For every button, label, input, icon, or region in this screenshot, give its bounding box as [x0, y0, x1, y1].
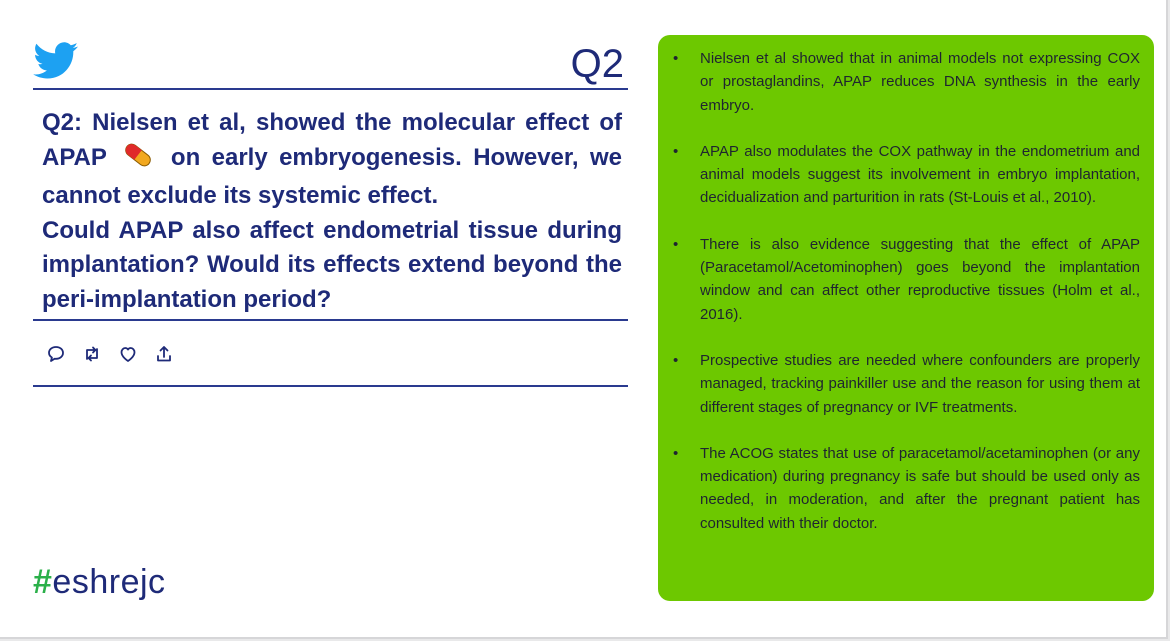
tweet-text-part-2: on early embryogenesis. However, we cannot exclude its systemic effect.: [42, 143, 622, 209]
tweet-text: [42, 106, 622, 317]
divider-bottom: [33, 385, 628, 387]
answer-text-2: APAP also modulates the COX pathway in the endometrium and animal models suggest its involvement in embryo implantation, decidualization and parturition in rats (St-Louis et al., 2010).: [700, 142, 1140, 207]
reply-icon[interactable]: [46, 344, 66, 364]
question-label: Q2: [570, 42, 624, 86]
divider-top: [33, 88, 628, 90]
answer-bullet-2: [658, 140, 1140, 210]
answer-bullet-1: [658, 47, 1140, 117]
hashtag-text: eshrejc: [52, 563, 166, 601]
bullet-dot: •: [673, 235, 679, 253]
like-icon[interactable]: [118, 344, 138, 364]
divider-middle: [33, 319, 628, 321]
hashtag-symbol: #: [33, 563, 53, 601]
hashtag-logo: [33, 563, 166, 602]
tweet-text-part-1: Q2: Nielsen et al, showed the molecular effect of APAP: [42, 109, 622, 171]
pill-icon: [121, 141, 155, 180]
answer-text-3: There is also evidence suggesting that the effect of APAP (Paracetamol/Acetominophen) goes beyond the implantation window and can affect other reproductive tissues (Holm et al., 2016).: [700, 235, 1140, 323]
answer-text-5: The ACOG states that use of paracetamol/acetaminophen (or any medication) during pregnancy is safe but should be used only as needed, in moderation, and after the pregnant patient has consulted with their doctor.: [700, 444, 1140, 532]
bullet-dot: •: [673, 351, 679, 369]
bullet-dot: •: [673, 444, 679, 462]
answer-text-4: Prospective studies are needed where confounders are properly managed, tracking painkiller use and the reason for using them at different stages of pregnancy or IVF treatments.: [700, 351, 1140, 416]
answer-bullet-3: [658, 233, 1140, 326]
tweet-actions: [46, 344, 174, 364]
answer-list: [658, 35, 1154, 535]
answer-panel: [658, 35, 1154, 601]
answer-bullet-4: [658, 349, 1140, 419]
retweet-icon[interactable]: [82, 344, 102, 364]
answer-bullet-5: [658, 442, 1140, 535]
bullet-dot: •: [673, 50, 679, 67]
share-icon[interactable]: [154, 344, 174, 364]
answer-text-1: Nielsen et al showed that in animal models not expressing COX or prostaglandins, APAP reduces DNA synthesis in the early embryo.: [700, 50, 1140, 114]
tweet-paragraph-2: Could APAP also affect endometrial tissue during implantation? Would its effects extend beyond the peri-implantation period?: [42, 216, 622, 313]
tweet-paragraph-1: [42, 106, 622, 214]
bullet-dot: •: [673, 142, 679, 160]
twitter-bird-icon: [33, 42, 79, 80]
